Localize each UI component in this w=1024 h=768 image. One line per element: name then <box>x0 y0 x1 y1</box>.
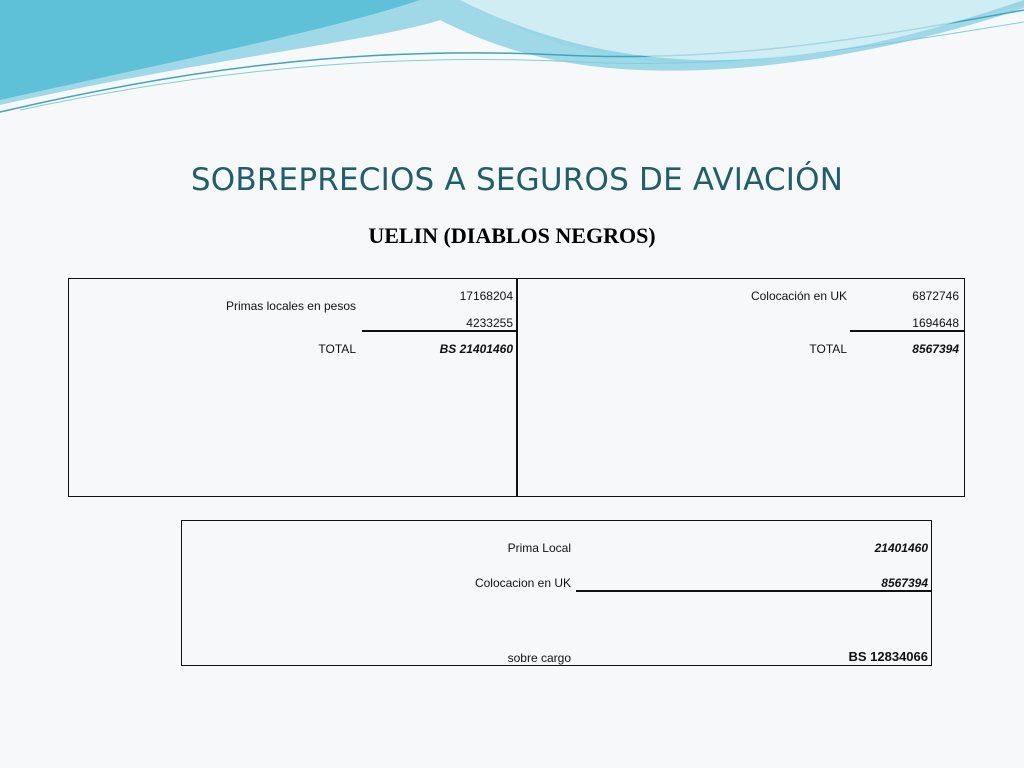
uk-placement-label: Colocación en UK <box>750 289 847 303</box>
local-premium-value-1: 17168204 <box>459 289 513 303</box>
right-total-label: TOTAL <box>809 342 847 356</box>
local-premium-value-2: 4233255 <box>466 316 513 330</box>
left-subtotal-line <box>362 330 517 332</box>
page-title: SOBREPRECIOS A SEGUROS DE AVIACIÓN <box>190 162 844 198</box>
uk-placement-row-label: Colocacion en UK <box>474 576 571 590</box>
surcharge-label: sobre cargo <box>507 651 571 665</box>
page-subtitle: UELIN (DIABLOS NEGROS) <box>368 223 656 248</box>
uk-placement-row-value: 8567394 <box>881 576 928 590</box>
right-subtotal-line <box>850 330 964 332</box>
header-wave-decoration <box>0 0 1024 130</box>
uk-placement-value-1: 6872746 <box>912 289 959 303</box>
local-premiums-label: Primas locales en pesos <box>225 299 356 313</box>
left-total-label: TOTAL <box>318 342 356 356</box>
surcharge-value: BS 12834066 <box>848 649 928 664</box>
right-total-value: 8567394 <box>912 342 959 356</box>
uk-placement-value-2: 1694648 <box>912 316 959 330</box>
local-premium-label: Prima Local <box>507 541 571 555</box>
local-premium-value: 21401460 <box>874 541 928 555</box>
surcharge-subtotal-line <box>576 590 931 592</box>
left-total-value: BS 21401460 <box>439 342 513 356</box>
premiums-table-divider <box>516 278 518 496</box>
